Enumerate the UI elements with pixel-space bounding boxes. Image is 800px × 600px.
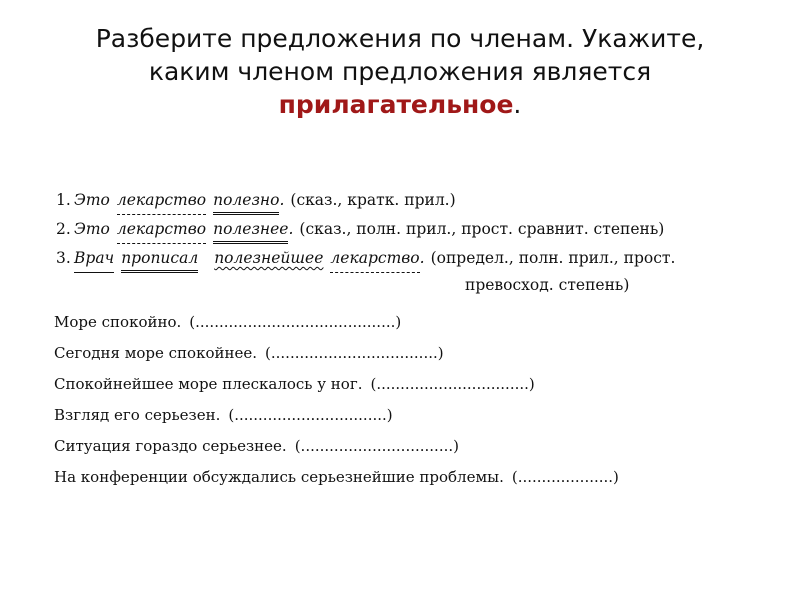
example-word-predicate: прописал <box>121 244 198 273</box>
title-highlight-word: прилагательное <box>278 90 514 119</box>
exercise-item <box>54 369 774 400</box>
title-line-3 <box>0 88 800 121</box>
example-word-subject: лекарство <box>117 215 206 244</box>
examples-block <box>56 186 776 297</box>
exercise-sentence: На конференции обсуждались серьезнейшие проблемы. <box>54 468 504 486</box>
title-line-2: каким членом предложения является <box>148 57 652 86</box>
example-word: Это <box>74 191 110 209</box>
example-period: . <box>279 191 285 209</box>
example-word-predicate: полезнее <box>213 215 288 244</box>
exercise-sentence: Море спокойно. <box>54 313 182 331</box>
example-3-note-continued: превосход. степень) <box>465 276 630 294</box>
example-note: (определ., полн. прил., прост. <box>430 249 676 267</box>
slide-title <box>0 22 800 121</box>
example-word-object: лекарство <box>330 244 419 273</box>
example-note: (сказ., полн. прил., прост. сравнит. степень) <box>299 220 665 238</box>
title-line-1: Разберите предложения по членам. Укажите, <box>95 24 705 53</box>
example-word-subject: лекарство <box>117 186 206 215</box>
answer-blank[interactable]: (................................) <box>370 375 535 393</box>
example-word: Это <box>74 220 110 238</box>
example-note: (сказ., кратк. прил.) <box>290 191 456 209</box>
exercise-sentence: Ситуация гораздо серьезнее. <box>54 437 287 455</box>
example-word-subject: Врач <box>74 244 114 273</box>
title-period: . <box>513 90 522 119</box>
answer-blank[interactable]: (..........................................) <box>189 313 402 331</box>
example-word-predicate: полезно <box>213 186 279 215</box>
example-word-attribute: полезнейшее <box>214 249 324 267</box>
example-1 <box>56 186 776 215</box>
answer-blank[interactable]: (................................) <box>294 437 459 455</box>
example-number: 2. <box>56 220 71 238</box>
exercise-item <box>54 338 774 369</box>
exercise-list <box>54 307 774 493</box>
exercise-sentence: Взгляд его серьезен. <box>54 406 221 424</box>
exercise-sentence: Сегодня море спокойнее. <box>54 344 258 362</box>
exercise-item <box>54 400 774 431</box>
example-2 <box>56 215 776 244</box>
exercise-sentence: Спокойнейшее море плескалось у ног. <box>54 375 363 393</box>
exercise-item <box>54 462 774 493</box>
example-period: . <box>288 220 294 238</box>
exercise-item <box>54 431 774 462</box>
example-3 <box>56 244 776 273</box>
answer-blank[interactable]: (....................) <box>511 468 619 486</box>
answer-blank[interactable]: (...................................) <box>265 344 444 362</box>
example-number: 3. <box>56 249 71 267</box>
exercise-item <box>54 307 774 338</box>
example-number: 1. <box>56 191 71 209</box>
answer-blank[interactable]: (................................) <box>228 406 393 424</box>
example-period: . <box>419 249 425 267</box>
